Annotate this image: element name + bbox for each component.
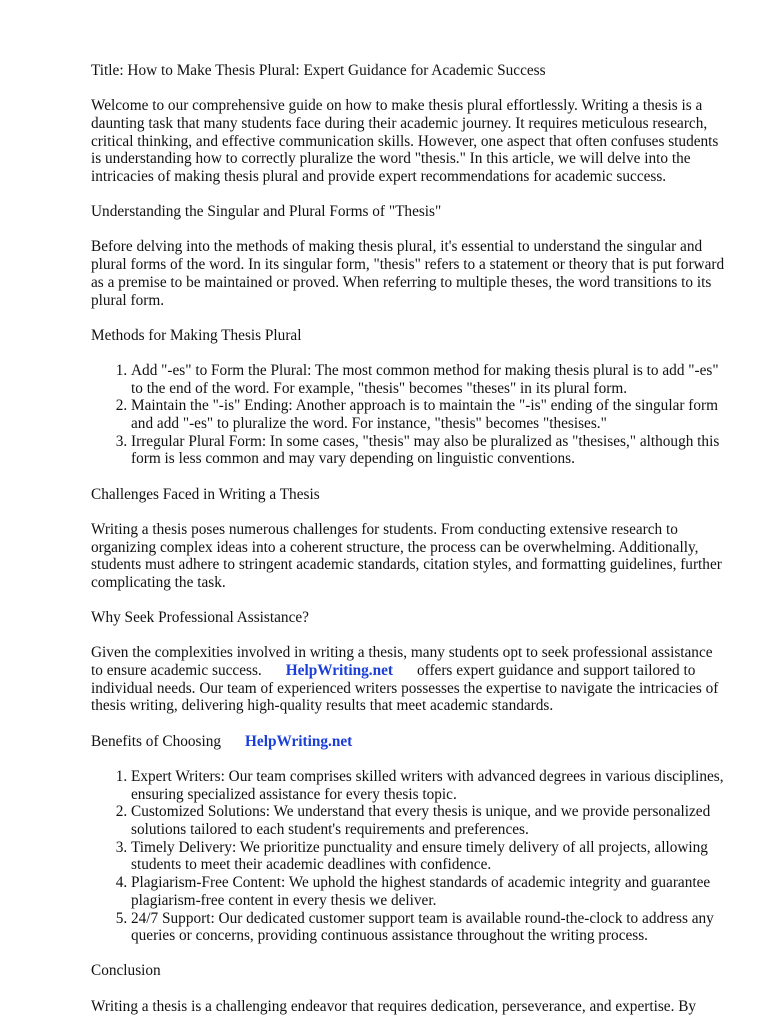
paragraph-text: offers expert guidance and support tailored to individual needs. Our team of experienced writers possesses the expertise to navigate the intricacies of thesis writing, delivering high-quality results that meet academic standards. bbox=[91, 662, 719, 715]
list-item: 3. Timely Delivery: We prioritize punctuality and ensure timely delivery of all projects, allowing students to meet their academic deadlines with confidence. bbox=[131, 839, 728, 874]
section-heading-singular-plural: Understanding the Singular and Plural Forms of "Thesis" bbox=[91, 203, 442, 221]
heading-text: Benefits of Choosing bbox=[91, 732, 222, 750]
list-item: 5. 24/7 Support: Our dedicated customer support team is available round-the-clock to address any queries or concerns, providing continuous assistance throughout the writing process. bbox=[131, 910, 728, 945]
section-heading-benefits bbox=[91, 733, 728, 751]
list-item: 1. Expert Writers: Our team comprises skilled writers with advanced degrees in various disciplines, ensuring specialized assistance for every thesis topic. bbox=[131, 768, 728, 803]
list-item: 3. Irregular Plural Form: In some cases, "thesis" may also be pluralized as "thesises," although this form is less common and may vary depending on linguistic conventions. bbox=[131, 433, 728, 468]
section-paragraph-conclusion: Writing a thesis is a challenging endeavor that requires dedication, perseverance, and expertise. By bbox=[91, 997, 697, 1015]
document-title: Title: How to Make Thesis Plural: Expert Guidance for Academic Success bbox=[91, 62, 546, 79]
helpwriting-link[interactable]: HelpWriting.net bbox=[285, 662, 393, 680]
section-paragraph-challenges: Writing a thesis poses numerous challenges for students. From conducting extensive research to organizing complex ideas into a coherent structure, the process can be overwhelming. Additionally, students must adhere to stringent academic standards, citation styles, and formatting guidelines, further complicating the task. bbox=[91, 520, 722, 591]
paragraph-text: Given the complexities involved in writing a thesis, many students opt to seek professional assistance to ensure academic success. bbox=[91, 644, 713, 680]
list-item: 2. Customized Solutions: We understand that every thesis is unique, and we provide personalized solutions tailored to each student's requirements and preferences. bbox=[131, 803, 728, 838]
section-paragraph-singular-plural: Before delving into the methods of making thesis plural, it's essential to understand the singular and plural forms of the word. In its singular form, "thesis" refers to a statement or theory that is put forward as a premise to be maintained or proved. When referring to multiple theses, the word transitions to its plural form. bbox=[91, 238, 725, 309]
list-item: 1. Add "-es" to Form the Plural: The most common method for making thesis plural is to add "-es" to the end of the word. For example, "thesis" becomes "theses" in its plural form. bbox=[131, 362, 728, 397]
intro-paragraph: Welcome to our comprehensive guide on how to make thesis plural effortlessly. Writing a thesis is a daunting task that many students face during their academic journey. It requires meticulous research, critical thinking, and effective communication skills. However, one aspect that often confuses students is understanding how to correctly pluralize the word "thesis." In this article, we will delve into the intricacies of making thesis plural and provide expert recommendations for academic success. bbox=[91, 97, 719, 186]
section-heading-conclusion: Conclusion bbox=[91, 962, 161, 980]
benefits-list bbox=[91, 768, 728, 945]
helpwriting-heading-link[interactable]: HelpWriting.net bbox=[245, 732, 353, 750]
list-item: 4. Plagiarism-Free Content: We uphold the highest standards of academic integrity and guarantee plagiarism-free content in every thesis we deliver. bbox=[131, 874, 728, 909]
section-heading-professional-assistance: Why Seek Professional Assistance? bbox=[91, 609, 309, 627]
list-item: 2. Maintain the "-is" Ending: Another approach is to maintain the "-is" ending of the singular form and add "-es" to pluralize the word. For instance, "thesis" becomes "thesises." bbox=[131, 397, 728, 432]
section-heading-challenges: Challenges Faced in Writing a Thesis bbox=[91, 485, 320, 503]
methods-list bbox=[91, 362, 728, 468]
section-heading-methods: Methods for Making Thesis Plural bbox=[91, 326, 302, 344]
section-paragraph-professional-assistance bbox=[91, 644, 728, 715]
